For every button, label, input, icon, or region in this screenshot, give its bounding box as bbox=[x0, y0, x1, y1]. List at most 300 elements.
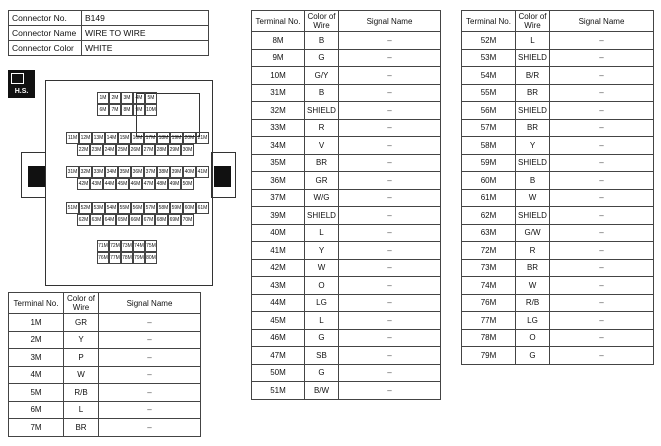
pin-cell: 23M bbox=[90, 144, 103, 156]
signal-name-header: Signal Name bbox=[99, 293, 201, 314]
pin-cell: 10M bbox=[145, 104, 157, 116]
signal-name-cell: – bbox=[99, 384, 201, 402]
pin-block-2 bbox=[66, 132, 209, 156]
terminal-cell: 39M bbox=[252, 207, 305, 225]
table-row bbox=[252, 172, 441, 190]
table-row bbox=[252, 119, 441, 137]
pin-cell: 71M bbox=[97, 240, 109, 252]
harness-side-badge bbox=[8, 70, 35, 98]
pin-cell: 80M bbox=[145, 252, 157, 264]
pin-cell: 65M bbox=[116, 214, 129, 226]
terminal-cell: 51M bbox=[252, 382, 305, 400]
pin-cell: 35M bbox=[118, 166, 131, 178]
pin-cell: 37M bbox=[144, 166, 157, 178]
table-row bbox=[9, 401, 201, 419]
table-row bbox=[252, 102, 441, 120]
terminal-cell: 60M bbox=[462, 172, 516, 190]
terminal-cell: 37M bbox=[252, 189, 305, 207]
pin-cell: 49M bbox=[168, 178, 181, 190]
signal-name-cell: – bbox=[339, 67, 441, 85]
pin-cell: 62M bbox=[77, 214, 90, 226]
table-row bbox=[462, 119, 654, 137]
table-row bbox=[252, 259, 441, 277]
pin-cell: 28M bbox=[155, 144, 168, 156]
pin-block-3 bbox=[66, 166, 209, 190]
signal-name-cell: – bbox=[99, 401, 201, 419]
pin-cell: 63M bbox=[90, 214, 103, 226]
pin-cell: 64M bbox=[103, 214, 116, 226]
connector-no-label: Connector No. bbox=[9, 11, 82, 26]
wire-color-cell: B/R bbox=[516, 67, 550, 85]
pin-block-5 bbox=[97, 240, 157, 264]
table-row bbox=[462, 329, 654, 347]
pin-cell: 59M bbox=[170, 202, 183, 214]
terminal-cell: 78M bbox=[462, 329, 516, 347]
signal-name-cell: – bbox=[550, 32, 654, 50]
pin-cell: 45M bbox=[116, 178, 129, 190]
pin-cell: 11M bbox=[66, 132, 79, 144]
terminal-cell: 47M bbox=[252, 347, 305, 365]
table-row bbox=[462, 242, 654, 260]
wire-color-cell: G bbox=[305, 364, 339, 382]
wire-color-cell: R bbox=[516, 242, 550, 260]
table-row bbox=[462, 277, 654, 295]
pin-cell: 60M bbox=[183, 202, 196, 214]
wire-color-cell: LG bbox=[305, 294, 339, 312]
signal-name-cell: – bbox=[339, 119, 441, 137]
pin-cell: 4M bbox=[133, 92, 145, 104]
wire-color-cell: SHIELD bbox=[516, 102, 550, 120]
signal-name-cell: – bbox=[339, 277, 441, 295]
signal-name-cell: – bbox=[339, 172, 441, 190]
pin-cell: 17M bbox=[144, 132, 157, 144]
wire-color-cell: P bbox=[64, 349, 99, 367]
pin-cell: 27M bbox=[142, 144, 155, 156]
pin-cell: 1M bbox=[97, 92, 109, 104]
signal-name-cell: – bbox=[550, 137, 654, 155]
terminal-cell: 32M bbox=[252, 102, 305, 120]
pin-cell: 9M bbox=[133, 104, 145, 116]
header-row bbox=[252, 11, 441, 32]
table-row bbox=[462, 84, 654, 102]
wire-color-cell: O bbox=[305, 277, 339, 295]
pin-row bbox=[66, 202, 209, 214]
pin-cell: 70M bbox=[181, 214, 194, 226]
wire-color-cell: R/B bbox=[64, 384, 99, 402]
wire-color-cell: BR bbox=[516, 84, 550, 102]
table-row bbox=[252, 382, 441, 400]
wire-color-cell: BR bbox=[516, 259, 550, 277]
pin-cell: 76M bbox=[97, 252, 109, 264]
table-row bbox=[462, 137, 654, 155]
harness-side-label: H.S. bbox=[14, 88, 29, 95]
wire-color-cell: SHIELD bbox=[305, 102, 339, 120]
wire-color-cell: G/W bbox=[516, 224, 550, 242]
wire-color-cell: V bbox=[305, 137, 339, 155]
wire-color-cell: L bbox=[305, 224, 339, 242]
terminal-cell: 53M bbox=[462, 49, 516, 67]
pin-cell: 57M bbox=[144, 202, 157, 214]
table-row bbox=[462, 49, 654, 67]
pin-cell: 68M bbox=[155, 214, 168, 226]
terminal-cell: 34M bbox=[252, 137, 305, 155]
pin-cell: 50M bbox=[181, 178, 194, 190]
pin-cell: 15M bbox=[118, 132, 131, 144]
terminal-cell: 1M bbox=[9, 314, 64, 332]
table-row bbox=[9, 419, 201, 437]
pin-cell: 21M bbox=[196, 132, 209, 144]
pin-cell: 14M bbox=[105, 132, 118, 144]
signal-name-cell: – bbox=[550, 329, 654, 347]
pin-block-1 bbox=[97, 92, 157, 116]
header-row bbox=[462, 11, 654, 32]
pin-cell: 3M bbox=[121, 92, 133, 104]
wire-color-cell: Y bbox=[305, 242, 339, 260]
pin-cell: 34M bbox=[105, 166, 118, 178]
wire-color-cell: SHIELD bbox=[516, 154, 550, 172]
terminal-cell: 76M bbox=[462, 294, 516, 312]
signal-name-cell: – bbox=[550, 102, 654, 120]
wire-color-cell: G/Y bbox=[305, 67, 339, 85]
signal-name-cell: – bbox=[339, 347, 441, 365]
signal-name-cell: – bbox=[339, 329, 441, 347]
connector-color-row bbox=[9, 41, 209, 56]
table-row bbox=[9, 366, 201, 384]
wire-color-cell: G bbox=[305, 329, 339, 347]
signal-name-cell: – bbox=[99, 331, 201, 349]
wire-color-cell: SHIELD bbox=[516, 207, 550, 225]
signal-name-cell: – bbox=[550, 242, 654, 260]
table-row bbox=[252, 364, 441, 382]
signal-name-cell: – bbox=[339, 137, 441, 155]
signal-name-cell: – bbox=[339, 382, 441, 400]
pin-cell: 79M bbox=[133, 252, 145, 264]
terminal-cell: 3M bbox=[9, 349, 64, 367]
terminal-cell: 61M bbox=[462, 189, 516, 207]
pin-cell: 38M bbox=[157, 166, 170, 178]
pin-cell: 29M bbox=[168, 144, 181, 156]
signal-name-cell: – bbox=[550, 347, 654, 365]
terminal-header: Terminal No. bbox=[462, 11, 516, 32]
pin-cell: 41M bbox=[196, 166, 209, 178]
terminal-cell: 79M bbox=[462, 347, 516, 365]
pin-cell: 22M bbox=[77, 144, 90, 156]
pin-row bbox=[77, 214, 209, 226]
terminal-cell: 31M bbox=[252, 84, 305, 102]
table-row bbox=[252, 312, 441, 330]
table-row bbox=[462, 224, 654, 242]
pin-cell: 44M bbox=[103, 178, 116, 190]
pin-row bbox=[77, 144, 209, 156]
table-row bbox=[252, 137, 441, 155]
signal-name-cell: – bbox=[339, 224, 441, 242]
pin-cell: 32M bbox=[79, 166, 92, 178]
pin-cell: 47M bbox=[142, 178, 155, 190]
table-row bbox=[252, 189, 441, 207]
terminal-cell: 7M bbox=[9, 419, 64, 437]
table-row bbox=[252, 154, 441, 172]
signal-name-header: Signal Name bbox=[550, 11, 654, 32]
wire-color-cell: B bbox=[516, 172, 550, 190]
pin-cell: 33M bbox=[92, 166, 105, 178]
signal-name-cell: – bbox=[550, 312, 654, 330]
terminal-cell: 74M bbox=[462, 277, 516, 295]
table-row bbox=[462, 259, 654, 277]
terminal-cell: 40M bbox=[252, 224, 305, 242]
signal-name-cell: – bbox=[339, 259, 441, 277]
wire-color-cell: R/B bbox=[516, 294, 550, 312]
terminal-cell: 5M bbox=[9, 384, 64, 402]
terminal-cell: 57M bbox=[462, 119, 516, 137]
table-row bbox=[252, 224, 441, 242]
wire-color-header: Color of Wire bbox=[305, 11, 339, 32]
signal-name-cell: – bbox=[550, 154, 654, 172]
signal-name-cell: – bbox=[550, 84, 654, 102]
pin-cell: 25M bbox=[116, 144, 129, 156]
table-row bbox=[252, 294, 441, 312]
terminal-cell: 2M bbox=[9, 331, 64, 349]
table-row bbox=[9, 349, 201, 367]
pin-cell: 8M bbox=[121, 104, 133, 116]
signal-name-cell: – bbox=[99, 314, 201, 332]
wire-color-cell: L bbox=[516, 32, 550, 50]
wire-color-cell: SHIELD bbox=[516, 49, 550, 67]
table-row bbox=[9, 331, 201, 349]
connector-color-label: Connector Color bbox=[9, 41, 82, 56]
pin-cell: 12M bbox=[79, 132, 92, 144]
table-row bbox=[462, 207, 654, 225]
wire-color-cell: W bbox=[64, 366, 99, 384]
table-row bbox=[252, 67, 441, 85]
pin-cell: 78M bbox=[121, 252, 133, 264]
terminal-cell: 44M bbox=[252, 294, 305, 312]
pin-cell: 43M bbox=[90, 178, 103, 190]
pin-cell: 16M bbox=[131, 132, 144, 144]
terminal-cell: 56M bbox=[462, 102, 516, 120]
wire-color-header: Color of Wire bbox=[516, 11, 550, 32]
table-row bbox=[252, 84, 441, 102]
table-row bbox=[462, 32, 654, 50]
wire-color-cell: L bbox=[64, 401, 99, 419]
signal-name-cell: – bbox=[550, 259, 654, 277]
left-lock-tab bbox=[28, 166, 45, 187]
pin-cell: 56M bbox=[131, 202, 144, 214]
terminal-cell: 58M bbox=[462, 137, 516, 155]
signal-name-cell: – bbox=[550, 189, 654, 207]
table-row bbox=[252, 49, 441, 67]
pin-cell: 61M bbox=[196, 202, 209, 214]
table-row bbox=[462, 67, 654, 85]
wire-color-cell: BR bbox=[305, 154, 339, 172]
pin-cell: 73M bbox=[121, 240, 133, 252]
pin-cell: 5M bbox=[145, 92, 157, 104]
pin-cell: 58M bbox=[157, 202, 170, 214]
signal-name-cell: – bbox=[339, 102, 441, 120]
pin-cell: 46M bbox=[129, 178, 142, 190]
right-lock-tab bbox=[214, 166, 231, 187]
terminal-cell: 4M bbox=[9, 366, 64, 384]
pin-cell: 74M bbox=[133, 240, 145, 252]
signal-name-cell: – bbox=[339, 312, 441, 330]
wire-color-cell: R bbox=[305, 119, 339, 137]
signal-name-cell: – bbox=[550, 207, 654, 225]
pin-cell: 19M bbox=[170, 132, 183, 144]
terminal-table-2 bbox=[251, 10, 441, 400]
terminal-cell: 77M bbox=[462, 312, 516, 330]
signal-name-cell: – bbox=[99, 349, 201, 367]
wire-color-cell: W bbox=[516, 277, 550, 295]
pin-cell: 42M bbox=[77, 178, 90, 190]
connector-no-value: B149 bbox=[82, 11, 209, 26]
pin-cell: 24M bbox=[103, 144, 116, 156]
pin-cell: 67M bbox=[142, 214, 155, 226]
wire-color-cell: LG bbox=[516, 312, 550, 330]
connector-color-value: WHITE bbox=[82, 41, 209, 56]
wire-color-cell: W/G bbox=[305, 189, 339, 207]
signal-name-cell: – bbox=[339, 294, 441, 312]
connector-diagram bbox=[8, 70, 242, 286]
wire-color-cell: B/W bbox=[305, 382, 339, 400]
signal-name-cell: – bbox=[339, 189, 441, 207]
pin-cell: 39M bbox=[170, 166, 183, 178]
wire-color-cell: W bbox=[305, 259, 339, 277]
signal-name-header: Signal Name bbox=[339, 11, 441, 32]
terminal-cell: 6M bbox=[9, 401, 64, 419]
pin-cell: 55M bbox=[118, 202, 131, 214]
terminal-cell: 73M bbox=[462, 259, 516, 277]
connector-no-row bbox=[9, 11, 209, 26]
table-row bbox=[462, 347, 654, 365]
pin-cell: 66M bbox=[129, 214, 142, 226]
signal-name-cell: – bbox=[550, 224, 654, 242]
table-row bbox=[462, 172, 654, 190]
terminal-cell: 72M bbox=[462, 242, 516, 260]
wire-color-header: Color of Wire bbox=[64, 293, 99, 314]
pin-cell: 31M bbox=[66, 166, 79, 178]
wire-color-cell: L bbox=[305, 312, 339, 330]
table-row bbox=[462, 154, 654, 172]
wire-color-cell: BR bbox=[516, 119, 550, 137]
wire-color-cell: G bbox=[516, 347, 550, 365]
pin-cell: 54M bbox=[105, 202, 118, 214]
wire-color-cell: GR bbox=[64, 314, 99, 332]
table-row bbox=[252, 347, 441, 365]
pin-cell: 52M bbox=[79, 202, 92, 214]
terminal-cell: 55M bbox=[462, 84, 516, 102]
table-row bbox=[9, 384, 201, 402]
pin-cell: 2M bbox=[109, 92, 121, 104]
pin-cell: 40M bbox=[183, 166, 196, 178]
signal-name-cell: – bbox=[550, 294, 654, 312]
terminal-cell: 8M bbox=[252, 32, 305, 50]
pin-cell: 26M bbox=[129, 144, 142, 156]
terminal-table-1 bbox=[8, 292, 201, 437]
connector-icon bbox=[11, 73, 24, 84]
pin-cell: 20M bbox=[183, 132, 196, 144]
table-row bbox=[462, 102, 654, 120]
terminal-cell: 36M bbox=[252, 172, 305, 190]
wire-color-cell: B bbox=[305, 32, 339, 50]
wire-color-cell: Y bbox=[516, 137, 550, 155]
signal-name-cell: – bbox=[550, 67, 654, 85]
connector-name-row bbox=[9, 26, 209, 41]
table-row bbox=[462, 189, 654, 207]
signal-name-cell: – bbox=[550, 277, 654, 295]
pin-cell: 51M bbox=[66, 202, 79, 214]
terminal-cell: 10M bbox=[252, 67, 305, 85]
header-row bbox=[9, 293, 201, 314]
wire-color-cell: B bbox=[305, 84, 339, 102]
terminal-table-3 bbox=[461, 10, 654, 365]
table-row bbox=[252, 242, 441, 260]
wire-color-cell: G bbox=[305, 49, 339, 67]
signal-name-cell: – bbox=[550, 172, 654, 190]
table-row bbox=[252, 277, 441, 295]
pin-row bbox=[66, 166, 209, 178]
table-row bbox=[9, 314, 201, 332]
terminal-cell: 35M bbox=[252, 154, 305, 172]
terminal-cell: 50M bbox=[252, 364, 305, 382]
wire-color-cell: SB bbox=[305, 347, 339, 365]
terminal-cell: 63M bbox=[462, 224, 516, 242]
table-row bbox=[252, 329, 441, 347]
pin-cell: 18M bbox=[157, 132, 170, 144]
table-row bbox=[252, 207, 441, 225]
signal-name-cell: – bbox=[339, 207, 441, 225]
terminal-header: Terminal No. bbox=[252, 11, 305, 32]
pin-cell: 75M bbox=[145, 240, 157, 252]
pin-cell: 30M bbox=[181, 144, 194, 156]
connector-name-label: Connector Name bbox=[9, 26, 82, 41]
pin-cell: 48M bbox=[155, 178, 168, 190]
terminal-cell: 54M bbox=[462, 67, 516, 85]
wire-color-cell: W bbox=[516, 189, 550, 207]
pin-cell: 53M bbox=[92, 202, 105, 214]
signal-name-cell: – bbox=[339, 242, 441, 260]
table-row bbox=[252, 32, 441, 50]
signal-name-cell: – bbox=[339, 84, 441, 102]
wire-color-cell: BR bbox=[64, 419, 99, 437]
pin-row bbox=[77, 178, 209, 190]
terminal-cell: 59M bbox=[462, 154, 516, 172]
terminal-header: Terminal No. bbox=[9, 293, 64, 314]
terminal-cell: 62M bbox=[462, 207, 516, 225]
pin-cell: 13M bbox=[92, 132, 105, 144]
pin-row bbox=[66, 132, 209, 144]
pin-cell: 36M bbox=[131, 166, 144, 178]
signal-name-cell: – bbox=[339, 32, 441, 50]
terminal-cell: 41M bbox=[252, 242, 305, 260]
terminal-cell: 9M bbox=[252, 49, 305, 67]
signal-name-cell: – bbox=[99, 366, 201, 384]
pin-block-4 bbox=[66, 202, 209, 226]
table-row bbox=[462, 294, 654, 312]
pin-cell: 6M bbox=[97, 104, 109, 116]
signal-name-cell: – bbox=[550, 119, 654, 137]
wire-color-cell: GR bbox=[305, 172, 339, 190]
connector-name-value: WIRE TO WIRE bbox=[82, 26, 209, 41]
pin-cell: 69M bbox=[168, 214, 181, 226]
connector-info-table bbox=[8, 10, 209, 56]
terminal-cell: 33M bbox=[252, 119, 305, 137]
pin-cell: 77M bbox=[109, 252, 121, 264]
signal-name-cell: – bbox=[550, 49, 654, 67]
terminal-cell: 52M bbox=[462, 32, 516, 50]
table-row bbox=[462, 312, 654, 330]
terminal-cell: 45M bbox=[252, 312, 305, 330]
wire-color-cell: O bbox=[516, 329, 550, 347]
signal-name-cell: – bbox=[99, 419, 201, 437]
